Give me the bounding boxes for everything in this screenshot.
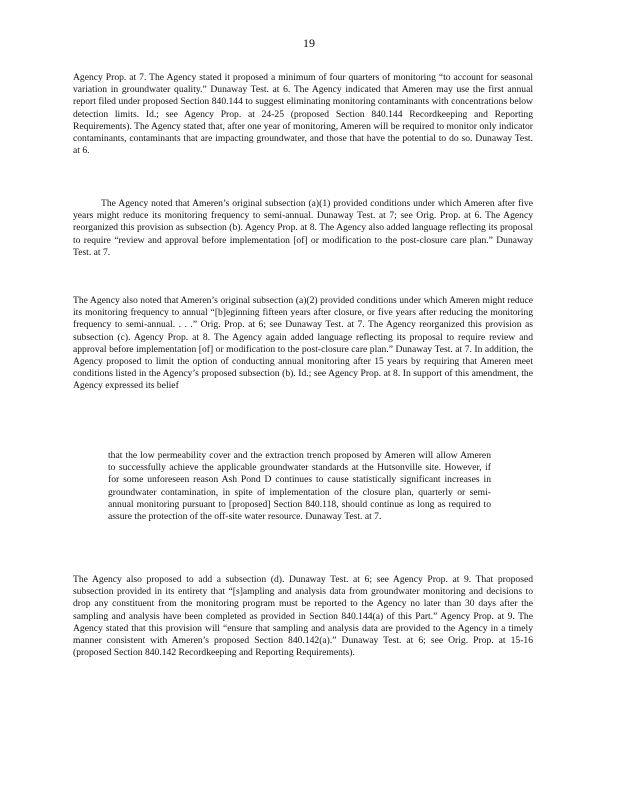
paragraph-subsection-d: The Agency also proposed to add a subsection (d). Dunaway Test. at 6; see Agency Prop. at 9. That proposed subsection provided in its entirety that “[s]ampling and analysis data from groundwater monitoring and decisions to drop any constituent from the monitoring program must be reported to the Agency no later than 30 days after the sampling and analysis have been completed as provided in Section 840.144(a) of this Part.” Agency Prop. at 9. The Agency stated that this provision will “ensure that sampling and analysis data are provided to the Agency in a timely manner consistent with Ameren’s proposed Section 840.142(a).” Dunaway Test. at 6; see Orig. Prop. at 15-16 (proposed Section 840.142 Recordkeeping and Reporting Requirements). (73, 574, 533, 659)
page-number: 19 (303, 36, 315, 50)
paragraph-subsection-a2: The Agency also noted that Ameren’s original subsection (a)(2) provided conditions under which Ameren might reduce its monitoring frequency to annual “[b]eginning fifteen years after closure, or five years after reducing the monitoring frequency to semi-annual. . . .” Orig. Prop. at 6; see Dunaway Test. at 7. The Agency reorganized this provision as subsection (c). Agency Prop. at 8. The Agency again added language reflecting its proposal to require review and approval before implementation [of] or modification to the post-closure care plan.” Dunaway Test. at 7. In addition, the Agency proposed to limit the option of conducting annual monitoring after 15 years by requiring that Ameren meet conditions listed in the Agency’s proposed subsection (b). Id.; see Agency Prop. at 8. In support of this amendment, the Agency expressed its belief (73, 295, 533, 392)
paragraph-continued: Agency Prop. at 7. The Agency stated it proposed a minimum of four quarters of monitoring “to account for seasonal variation in groundwater quality.” Dunaway Test. at 6. The Agency indicated that Ameren may use the first annual report filed under proposed Section 840.144 to suggest eliminating monitoring contaminants with concentrations below detection limits. Id.; see Agency Prop. at 24-25 (proposed Section 840.144 Recordkeeping and Reporting Requirements). The Agency stated that, after one year of monitoring, Ameren will be required to monitor only indicator contaminants, contaminants that are impacting groundwater, and those that have the potential to do so. Dunaway Test. at 6. (73, 72, 533, 157)
paragraph-subsection-a1: The Agency noted that Ameren’s original subsection (a)(1) provided conditions under which Ameren after five years might reduce its monitoring frequency to semi-annual. Dunaway Test. at 7; see Orig. Prop. at 6. The Agency reorganized this provision as subsection (b). Agency Prop. at 8. The Agency also added language reflecting its proposal to require “review and approval before implementation [of] or modification to the post-closure care plan.” Dunaway Test. at 7. (73, 198, 533, 258)
block-quote: that the low permeability cover and the extraction trench proposed by Ameren will allow Ameren to successfully achieve the applicable groundwater standards at the Hutsonville site. However, if for some unforeseen reason Ash Pond D continues to cause statistically significant increases in groundwater contamination, in spite of implementation of the closure plan, quarterly or semi-annual monitoring pursuant to [proposed] Section 840.118, should continue as long as required to assure the protection of the off-site water resource. Dunaway Test. at 7. (108, 450, 491, 523)
